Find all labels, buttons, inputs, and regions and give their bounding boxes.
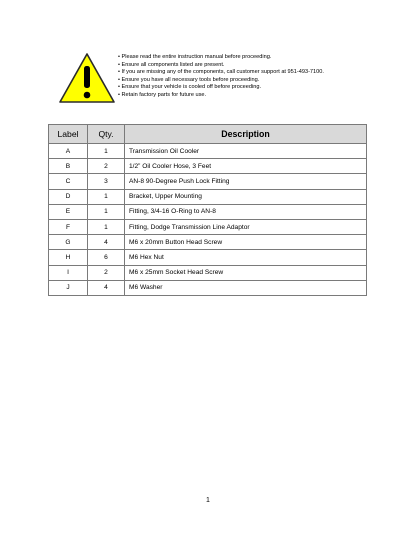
part-label: I (49, 265, 88, 280)
note-item: • If you are missing any of the components, call customer support at 951-493-7100. (118, 69, 324, 77)
part-description: Transmission Oil Cooler (125, 144, 367, 159)
part-qty: 4 (88, 235, 125, 250)
table-row (49, 204, 367, 219)
part-description: Bracket, Upper Mounting (125, 189, 367, 204)
part-description: M6 x 25mm Socket Head Screw (125, 265, 367, 280)
note-item: • Retain factory parts for future use. (118, 92, 324, 100)
part-qty: 3 (88, 174, 125, 189)
qty-column-header: Qty. (88, 125, 125, 144)
part-description: M6 x 20mm Button Head Screw (125, 235, 367, 250)
note-item: • Ensure that your vehicle is cooled off before proceeding. (118, 84, 324, 92)
table-row (49, 159, 367, 174)
parts-table (48, 124, 367, 296)
table-row (49, 235, 367, 250)
part-label: F (49, 219, 88, 234)
note-item: • Ensure all components listed are present. (118, 62, 324, 70)
part-description: AN-8 90-Degree Push Lock Fitting (125, 174, 367, 189)
part-qty: 2 (88, 159, 125, 174)
part-label: G (49, 235, 88, 250)
part-description: M6 Hex Nut (125, 250, 367, 265)
table-row (49, 250, 367, 265)
part-label: H (49, 250, 88, 265)
note-item: • Please read the entire instruction manual before proceeding. (118, 54, 324, 62)
part-description: Fitting, Dodge Transmission Line Adaptor (125, 219, 367, 234)
part-qty: 1 (88, 144, 125, 159)
part-description: M6 Washer (125, 280, 367, 295)
description-column-header: Description (125, 125, 367, 144)
warning-block (58, 52, 378, 108)
part-label: D (49, 189, 88, 204)
warning-notes (118, 54, 324, 100)
warning-triangle-icon (58, 52, 116, 104)
table-header-row (49, 125, 367, 144)
part-qty: 6 (88, 250, 125, 265)
table-row (49, 189, 367, 204)
part-qty: 1 (88, 204, 125, 219)
part-description: Fitting, 3/4-16 O-Ring to AN-8 (125, 204, 367, 219)
table-row (49, 144, 367, 159)
part-qty: 1 (88, 219, 125, 234)
part-qty: 2 (88, 265, 125, 280)
part-description: 1/2” Oil Cooler Hose, 3 Feet (125, 159, 367, 174)
part-label: J (49, 280, 88, 295)
page-number: 1 (206, 497, 210, 504)
label-column-header: Label (49, 125, 88, 144)
part-label: C (49, 174, 88, 189)
table-row (49, 280, 367, 295)
table-row (49, 219, 367, 234)
table-row (49, 265, 367, 280)
part-qty: 4 (88, 280, 125, 295)
table-row (49, 174, 367, 189)
part-label: B (49, 159, 88, 174)
part-label: E (49, 204, 88, 219)
part-label: A (49, 144, 88, 159)
part-qty: 1 (88, 189, 125, 204)
note-item: • Ensure you have all necessary tools before proceeding. (118, 77, 324, 85)
